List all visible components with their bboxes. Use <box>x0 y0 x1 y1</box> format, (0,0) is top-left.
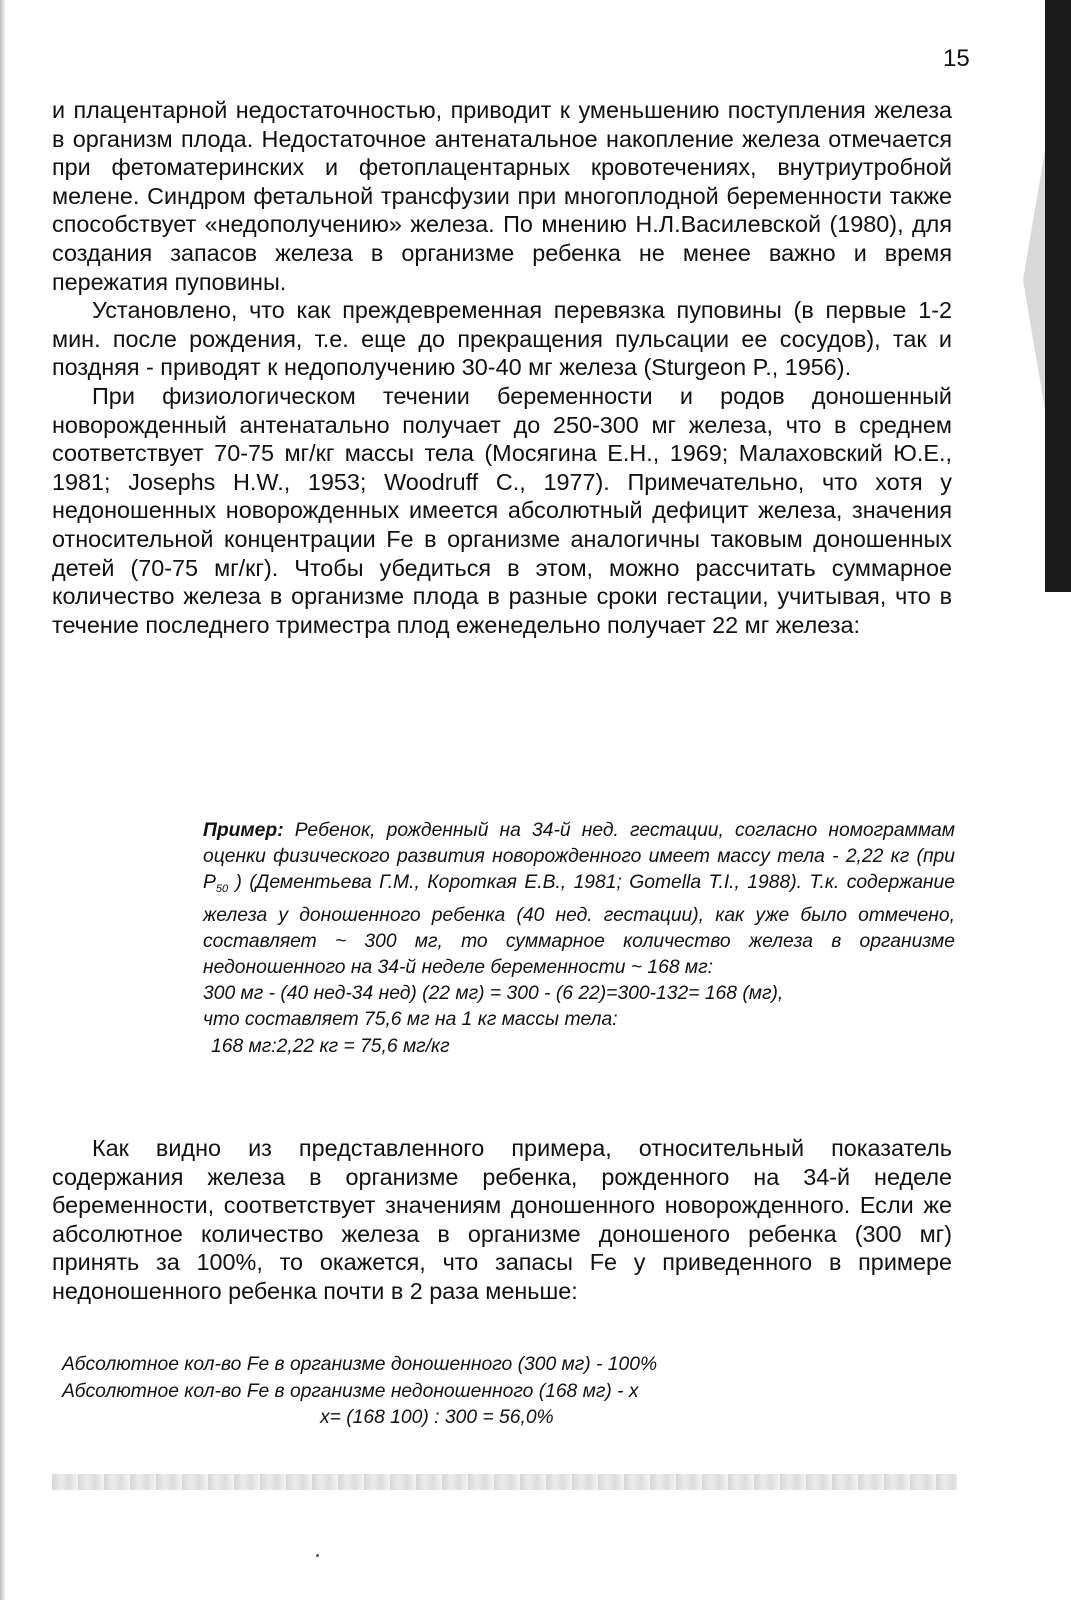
formula-block <box>62 1352 942 1432</box>
paragraph-3: При физиологическом течении беременности и родов доношенный новорожденный антенатально получает до 250-300 мг железа, что в среднем соответствует 70-75 мг/кг массы тела (Мосягина Е.Н., 1969; Малаховский Ю.Е., 1981; Josephs H.W., 1953; Woodruff C., 1977). Примечательно, что хотя у недоношенных новорожденных имеется абсолютный дефицит железа, значения относительной концентрации Fe в организме аналогичны таковым доношенных детей (70-75 мг/кг). Чтобы убедиться в этом, можно рассчитать суммарное количество железа в организме плода в разные сроки гестации, учитывая, что в течение последнего триместра плод еженедельно получает 22 мг железа: <box>52 382 952 638</box>
formula-result: x= (168 100) : 300 = 56,0% <box>320 1407 554 1428</box>
scan-artifact-band <box>52 1474 957 1490</box>
scan-border-bar <box>1045 0 1071 592</box>
percentile-subscript: 50 <box>215 883 229 896</box>
page-number: 15 <box>943 45 970 72</box>
conclusion-paragraph: Как видно из представленного примера, относительный показатель содержания железа в организме ребенка, рожденного на 34-й неделе беременности, соответствует значениям доношенного новорожденного. Если же абсолютное количество железа в организме доношеного ребенка (300 мг) принять за 100%, то окажется, что запасы Fe у приведенного в примере недоношенного ребенка почти в 2 раза меньше: <box>52 1135 952 1304</box>
scan-edge-left <box>0 0 6 1600</box>
example-label: Пример: <box>203 820 284 841</box>
example-text-part-2: ) (Дементьева Г.М., Короткая Е.В., 1981; Gomella T.I., 1988). Т.к. содержание железа у доношенного ребенка (40 нед. гестации), как уже было отмечено, составляет ~ 300 мг, то суммарное количество железа в организме недоношенного на 34-й неделе беременности ~ 168 мг: <box>203 872 955 979</box>
scan-speck <box>316 1554 319 1557</box>
example-calculation: 300 мг - (40 нед-34 нед) (22 мг) = 300 - (6 22)=300-132= 168 (мг), <box>203 983 784 1005</box>
example-text-part-1: Ребенок, рожденный на 34-й нед. гестации, согласно номограммам оценки физического развития новорожденного имеет массу тела - 2,22 кг (при P <box>203 820 955 894</box>
paragraph-2: Установлено, что как преждевременная перевязка пуповины (в первые 1-2 мин. после рождения, т.е. еще до прекращения пульсации ее сосудов), так и поздняя - приводят к недополучению 30-40 мг железа (Sturgeon P., 1956). <box>52 297 952 381</box>
formula-line-1: Абсолютное кол-во Fe в организме доношенного (300 мг) - 100% <box>62 1354 658 1375</box>
main-text <box>52 96 952 639</box>
paragraph-1: и плацентарной недостаточностью, приводит к уменьшению поступления железа в организм плода. Недостаточное антенатальное накопление железа отмечается при фетоматеринских и фетоплацентарных кровотечениях, внутриутробной мелене. Синдром фетальной трансфузии при многоплодной беременности также способствует «недополучению» железа. По мнению Н.Л.Василевской (1980), для создания запасов железа в организме ребенка не менее важно и время пережатия пуповины. <box>52 97 952 295</box>
scan-edge-right <box>1045 0 1071 600</box>
example-calculation-result: 168 мг:2,22 кг = 75,6 мг/кг <box>211 1035 450 1057</box>
example-calculation-note: что составляет 75,6 мг на 1 кг массы тела: <box>203 1009 618 1031</box>
page-fold-shadow <box>1023 150 1045 410</box>
formula-line-2: Абсолютное кол-во Fe в организме недоношенного (168 мг) - x <box>62 1380 639 1402</box>
example-text <box>203 818 955 981</box>
example-block <box>203 818 955 1060</box>
